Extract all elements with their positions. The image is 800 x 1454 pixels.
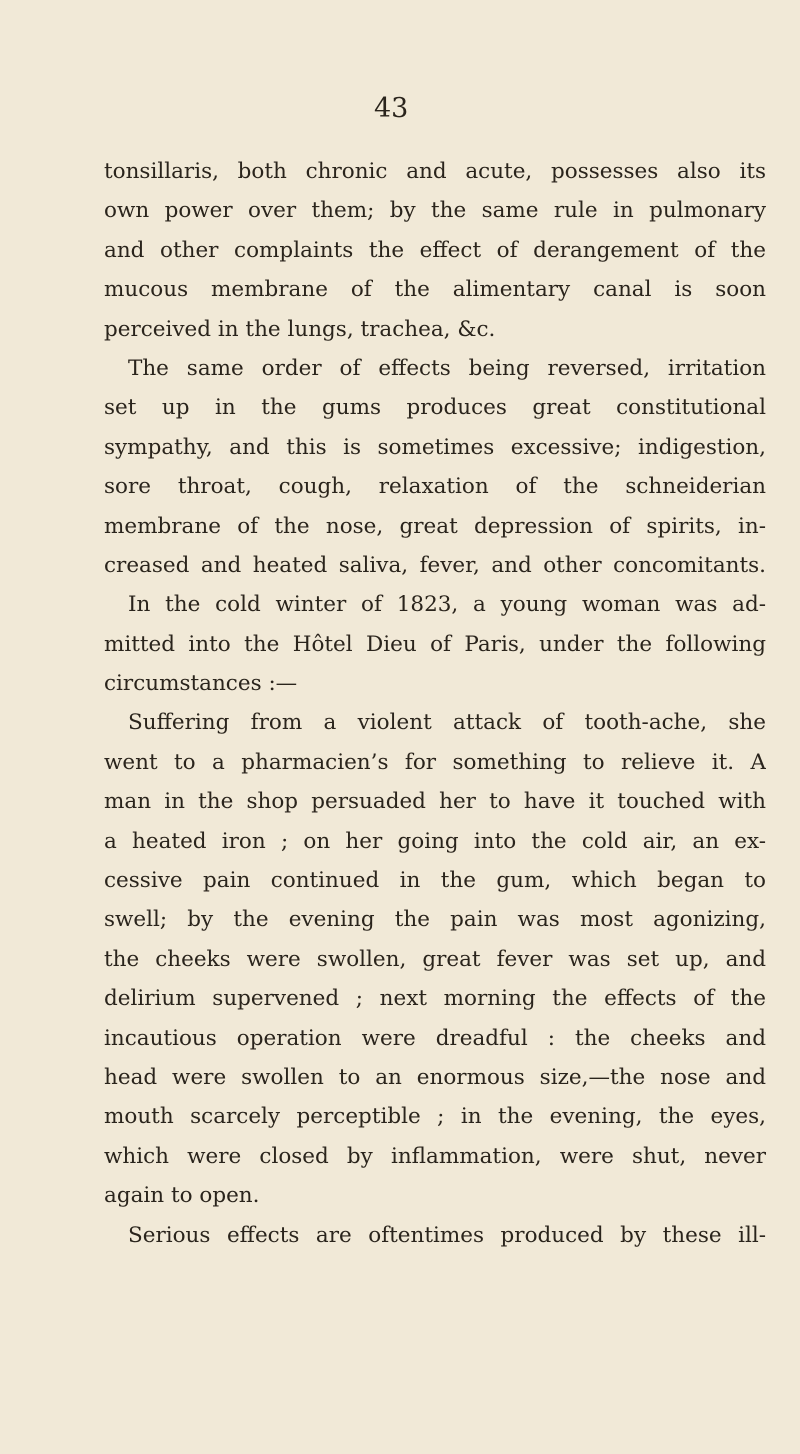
text-line: swell; by the evening the pain was most agonizing,: [104, 907, 766, 933]
text-line: Suffering from a violent attack of tooth-ache, she: [128, 710, 766, 736]
text-line: again to open.: [104, 1183, 260, 1209]
text-line: sore throat, cough, relaxation of the schneiderian: [104, 474, 766, 500]
text-line: mitted into the Hôtel Dieu of Paris, under the following: [104, 631, 766, 657]
text-line: the cheeks were swollen, great fever was set up, and: [104, 946, 766, 972]
text-line: creased and heated saliva, fever, and other concomitants.: [104, 552, 766, 578]
text-line: incautious operation were dreadful : the cheeks and: [104, 1025, 766, 1051]
text-line: The same order of effects being reversed, irritation: [128, 355, 766, 381]
text-line: which were closed by inflammation, were shut, never: [104, 1143, 766, 1169]
page-number: 43: [374, 93, 409, 124]
text-line: membrane of the nose, great depression of spirits, in-: [104, 513, 766, 539]
text-line: and other complaints the effect of derangement of the: [104, 237, 766, 263]
text-line: head were swollen to an enormous size,—the nose and: [104, 1064, 766, 1090]
text-line: cessive pain continued in the gum, which began to: [104, 868, 766, 894]
text-line: circumstances :—: [104, 671, 298, 697]
text-line: went to a pharmacien’s for something to relieve it. A: [104, 749, 766, 775]
text-line: own power over them; by the same rule in pulmonary: [104, 198, 766, 224]
text-line: a heated iron ; on her going into the cold air, an ex-: [104, 828, 766, 854]
text-line: Serious effects are oftentimes produced by these ill-: [128, 1222, 766, 1248]
text-line: tonsillaris, both chronic and acute, possesses also its: [104, 159, 766, 184]
text-line: man in the shop persuaded her to have it touched with: [104, 789, 766, 815]
text-line: perceived in the lungs, trachea, &c.: [104, 316, 496, 342]
text-line: mouth scarcely perceptible ; in the evening, the eyes,: [104, 1104, 766, 1130]
text-line: mucous membrane of the alimentary canal is soon: [104, 277, 766, 303]
text-line: sympathy, and this is sometimes excessive; indigestion,: [104, 434, 766, 460]
text-line: set up in the gums produces great constitutional: [104, 395, 766, 421]
body-text: [104, 152, 766, 1255]
text-line: delirium supervened ; next morning the effects of the: [104, 986, 766, 1012]
text-line: In the cold winter of 1823, a young woman was ad-: [128, 592, 766, 618]
